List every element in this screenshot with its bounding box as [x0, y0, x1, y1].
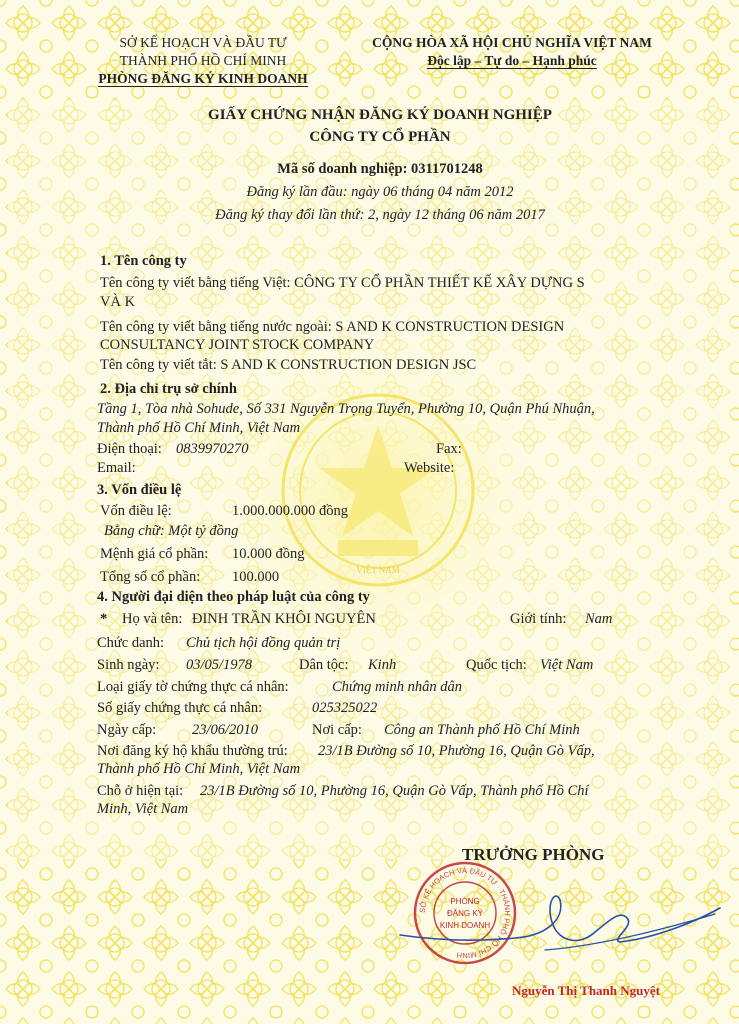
position-label: Chức danh: [97, 635, 165, 651]
first-registration-date: Đăng ký lần đầu: ngày 06 tháng 04 năm 2012 [246, 184, 514, 200]
phone-label: Điện thoại: [97, 441, 162, 457]
id-number-label: Số giấy chứng thực cá nhân: [97, 700, 263, 716]
handwritten-signature [395, 880, 725, 970]
total-shares-value: 100.000 [232, 569, 280, 585]
short-name: Tên công ty viết tắt: S AND K CONSTRUCTION DESIGN JSC [100, 357, 477, 373]
gender-value: Nam [585, 611, 613, 627]
par-value: 10.000 đồng [232, 546, 305, 562]
section-address-heading: 2. Địa chỉ trụ sở chính [100, 381, 237, 397]
ethnicity-label: Dân tộc: [299, 657, 349, 673]
address-line2: Thành phố Hồ Chí Minh, Việt Nam [97, 420, 301, 436]
capital-in-words: Bằng chữ: Một tỷ đồng [104, 523, 239, 539]
issue-date-value: 23/06/2010 [192, 722, 259, 738]
representative-name: ĐINH TRẦN KHÔI NGUYÊN [192, 611, 376, 627]
address-line1: Tầng 1, Tòa nhà Sohude, Số 331 Nguyễn Trọng Tuyển, Phường 10, Quận Phú Nhuận, [97, 401, 595, 417]
phone-value: 0839970270 [176, 441, 249, 457]
id-type-value: Chứng minh nhân dân [332, 679, 462, 695]
enterprise-code: Mã số doanh nghiệp: 0311701248 [277, 161, 483, 177]
id-type-label: Loại giấy tờ chứng thực cá nhân: [97, 679, 289, 695]
header-department: SỞ KẾ HOẠCH VÀ ĐẦU TƯ [119, 35, 287, 50]
company-type: CÔNG TY CỔ PHẦN [309, 129, 451, 145]
section-capital-heading: 3. Vốn điều lệ [97, 482, 182, 498]
representative-bullet: * [100, 611, 108, 627]
current-address-label: Chỗ ở hiện tại: [97, 783, 184, 799]
current-address-line2: Minh, Việt Nam [97, 801, 189, 817]
par-value-label: Mệnh giá cổ phần: [100, 546, 209, 562]
ethnicity-value: Kinh [368, 657, 397, 673]
issue-place-value: Công an Thành phố Hồ Chí Minh [384, 722, 580, 738]
website-label: Website: [404, 460, 455, 476]
svg-text:SỞ KẾ HOẠCH VÀ ĐẦU TƯ · THÀNH: SỞ KẾ HOẠCH VÀ ĐẦU TƯ · THÀNH PHỐ HỒ CHÍ MINH [417, 865, 513, 961]
svg-text:ĐĂNG KÝ: ĐĂNG KÝ [446, 909, 484, 918]
foreign-name-line2: CONSULTANCY JOINT STOCK COMPANY [100, 337, 375, 353]
signer-name: Nguyễn Thị Thanh Nguyệt [512, 983, 660, 998]
capital-label: Vốn điều lệ: [100, 503, 172, 519]
total-shares-label: Tổng số cổ phần: [100, 569, 201, 585]
amendment-date: Đăng ký thay đổi lần thứ: 2, ngày 12 tháng 06 năm 2017 [215, 207, 545, 223]
svg-text:VIỆT NAM: VIỆT NAM [356, 565, 400, 575]
current-address-line1: 23/1B Đường số 10, Phường 16, Quận Gò Vấp, Thành phố Hồ Chí [200, 783, 589, 799]
nationality-value: Việt Nam [540, 657, 594, 673]
position-value: Chủ tịch hội đồng quản trị [186, 635, 341, 651]
id-number-value: 025325022 [312, 700, 378, 716]
issue-place-label: Nơi cấp: [312, 722, 362, 738]
signatory-role: TRƯỞNG PHÒNG [462, 845, 605, 864]
vietnamese-name-line2: VÀ K [100, 294, 136, 310]
header-motto: Độc lập – Tự do – Hạnh phúc [427, 53, 597, 68]
email-label: Email: [97, 460, 136, 476]
permanent-residence-line1: 23/1B Đường số 10, Phường 16, Quận Gò Vấp, [318, 743, 595, 759]
permanent-residence-line2: Thành phố Hồ Chí Minh, Việt Nam [97, 761, 301, 777]
section-company-name-heading: 1. Tên công ty [100, 253, 187, 269]
svg-text:PHÒNG: PHÒNG [450, 897, 480, 906]
section-representative-heading: 4. Người đại diện theo pháp luật của công ty [97, 589, 370, 605]
fax-label: Fax: [436, 441, 462, 457]
gender-label: Giới tính: [510, 611, 567, 627]
header-office: PHÒNG ĐĂNG KÝ KINH DOANH [98, 71, 308, 86]
nationality-label: Quốc tịch: [466, 657, 527, 673]
capital-value: 1.000.000.000 đồng [232, 503, 348, 519]
issue-date-label: Ngày cấp: [97, 722, 157, 738]
foreign-name-line1: Tên công ty viết bằng tiếng nước ngoài: S AND K CONSTRUCTION DESIGN [100, 319, 565, 335]
name-label: Họ và tên: [122, 611, 183, 627]
vietnamese-name-line1: Tên công ty viết bằng tiếng Việt: CÔNG TY CỔ PHẦN THIẾT KẾ XÂY DỰNG S [100, 275, 585, 291]
document-title: GIẤY CHỨNG NHẬN ĐĂNG KÝ DOANH NGHIỆP [208, 107, 552, 123]
header-republic: CỘNG HÒA XÃ HỘI CHỦ NGHĨA VIỆT NAM [372, 35, 652, 50]
permanent-residence-label: Nơi đăng ký hộ khẩu thường trú: [97, 743, 288, 759]
svg-text:KINH DOANH: KINH DOANH [439, 921, 491, 930]
birth-date-label: Sinh ngày: [97, 657, 160, 673]
birth-date-value: 03/05/1978 [186, 657, 253, 673]
header-city: THÀNH PHỐ HỒ CHÍ MINH [119, 53, 287, 68]
